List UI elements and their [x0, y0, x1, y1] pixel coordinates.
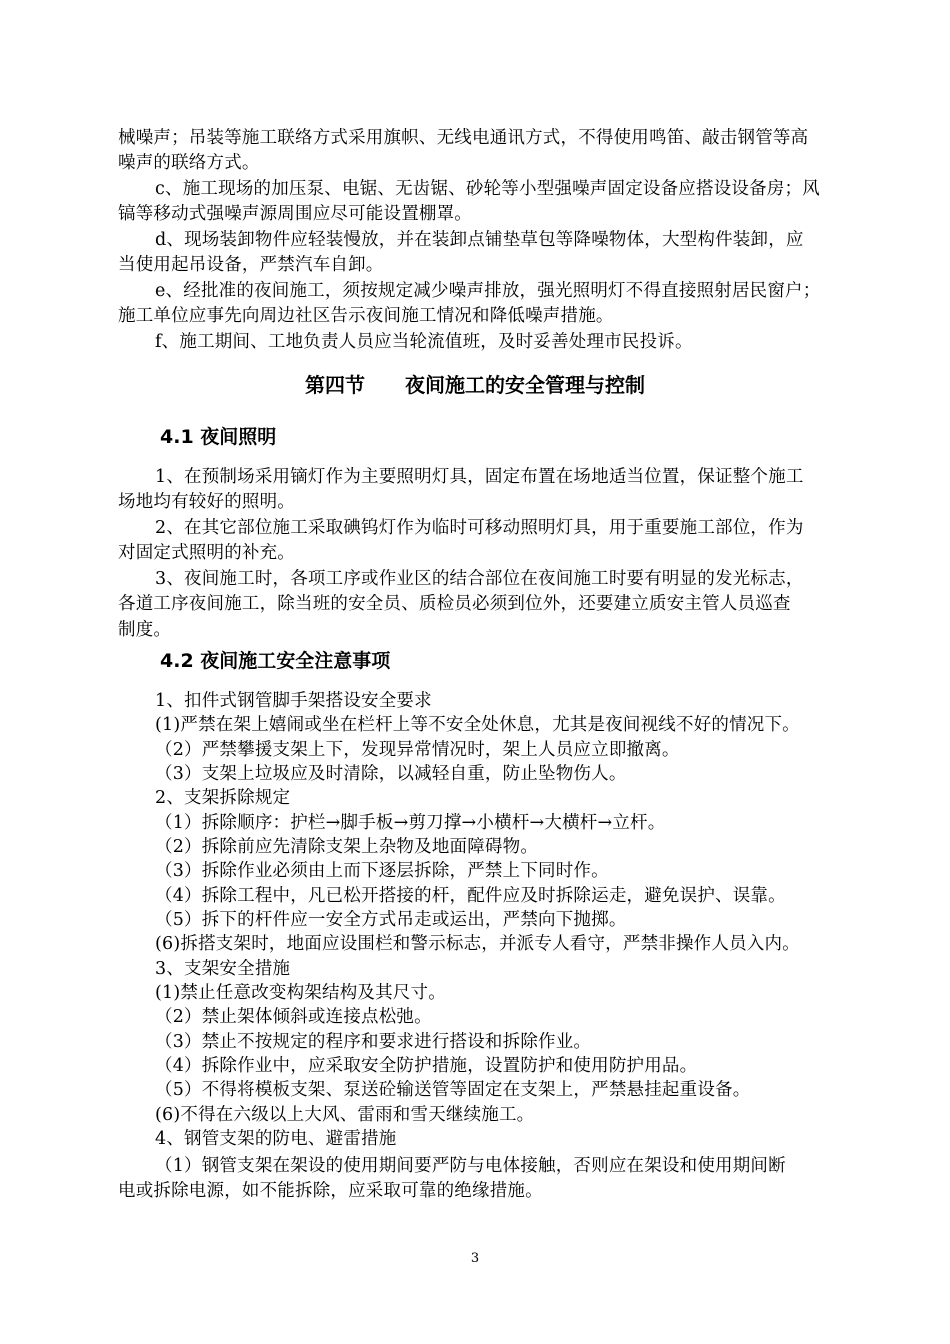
text-line: 3、夜间施工时，各项工序或作业区的结合部位在夜间施工时要有明显的发光标志，: [155, 569, 804, 589]
text-line: （2）严禁攀援支架上下，发现异常情况时，架上人员应立即撤离。: [155, 740, 680, 760]
text-line: （2）拆除前应先清除支架上杂物及地面障碍物。: [155, 837, 539, 857]
section-title: 夜间施工的安全管理与控制: [405, 373, 645, 397]
text-line: 3、支架安全措施: [155, 959, 291, 979]
text-line: d、现场装卸物件应轻装慢放，并在装卸点铺垫草包等降噪物体，大型构件装卸，应: [155, 230, 804, 250]
text-line: (1)禁止任意改变构架结构及其尺寸。: [155, 983, 446, 1003]
text-line: 各道工序夜间施工，除当班的安全员、质检员必须到位外，还要建立质安主管人员巡查: [118, 594, 791, 614]
text-line: (1)严禁在架上嬉闹或坐在栏杆上等不安全处休息，尤其是夜间视线不好的情况下。: [155, 715, 800, 735]
text-line: 电或拆除电源，如不能拆除，应采取可靠的绝缘措施。: [118, 1181, 543, 1201]
page-number: 3: [470, 1251, 480, 1266]
text-line: 施工单位应事先向周边社区告示夜间施工情况和降低噪声措施。: [118, 306, 614, 326]
text-line: （5）不得将模板支架、泵送砼输送管等固定在支架上，严禁悬挂起重设备。: [155, 1080, 751, 1100]
text-line: f、施工期间、工地负责人员应当轮流值班，及时妥善处理市民投诉。: [155, 332, 693, 352]
text-line: e、经批准的夜间施工，须按规定减少噪声排放，强光照明灯不得直接照射居民窗户；: [155, 281, 821, 301]
text-line: 制度。: [118, 620, 172, 640]
text-line: （2）禁止架体倾斜或连接点松弛。: [155, 1007, 432, 1027]
subsection-heading-4-1: 4.1 夜间照明: [160, 426, 277, 448]
text-line: （5）拆下的杆件应一安全方式吊走或运出，严禁向下抛掷。: [155, 910, 627, 930]
text-line: （3）拆除作业必须由上而下逐层拆除，严禁上下同时作。: [155, 861, 609, 881]
text-line: 噪声的联络方式。: [118, 153, 260, 173]
text-line: 2、支架拆除规定: [155, 788, 291, 808]
text-line: 2、在其它部位施工采取碘钨灯作为临时可移动照明灯具，用于重要施工部位，作为: [155, 518, 804, 538]
text-line: (6)拆搭支架时，地面应设围栏和警示标志，并派专人看守，严禁非操作人员入内。: [155, 934, 800, 954]
text-line: 对固定式照明的补充。: [118, 543, 295, 563]
text-line: (6)不得在六级以上大风、雷雨和雪天继续施工。: [155, 1105, 535, 1125]
section-heading: [0, 372, 950, 398]
text-line: （1）拆除顺序：护栏→脚手板→剪刀撑→小横杆→大横杆→立杆。: [155, 813, 666, 833]
text-line: （4）拆除作业中，应采取安全防护措施，设置防护和使用防护用品。: [155, 1056, 698, 1076]
section-number: 第四节: [305, 373, 365, 397]
text-line: （3）支架上垃圾应及时清除，以减轻自重，防止坠物伤人。: [155, 764, 627, 784]
text-line: （4）拆除工程中，凡已松开搭接的杆，配件应及时拆除运走，避免误护、误靠。: [155, 886, 786, 906]
text-line: （1）钢管支架在架设的使用期间要严防与电体接触，否则应在架设和使用期间断: [155, 1156, 786, 1176]
subsection-heading-4-2: 4.2 夜间施工安全注意事项: [160, 650, 391, 672]
text-line: （3）禁止不按规定的程序和要求进行搭设和拆除作业。: [155, 1032, 592, 1052]
text-line: 场地均有较好的照明。: [118, 492, 295, 512]
text-line: 1、在预制场采用镝灯作为主要照明灯具，固定布置在场地适当位置，保证整个施工: [155, 467, 804, 487]
text-line: 当使用起吊设备，严禁汽车自卸。: [118, 255, 384, 275]
text-line: 1、扣件式钢管脚手架搭设安全要求: [155, 691, 432, 711]
text-line: 械噪声；吊装等施工联络方式采用旗帜、无线电通讯方式，不得使用鸣笛、敲击钢管等高: [118, 128, 809, 148]
text-line: 镐等移动式强噪声源周围应尽可能设置棚罩。: [118, 204, 472, 224]
text-line: c、施工现场的加压泵、电锯、无齿锯、砂轮等小型强噪声固定设备应搭设设备房；风: [155, 179, 820, 199]
text-line: 4、钢管支架的防电、避雷措施: [155, 1129, 397, 1149]
